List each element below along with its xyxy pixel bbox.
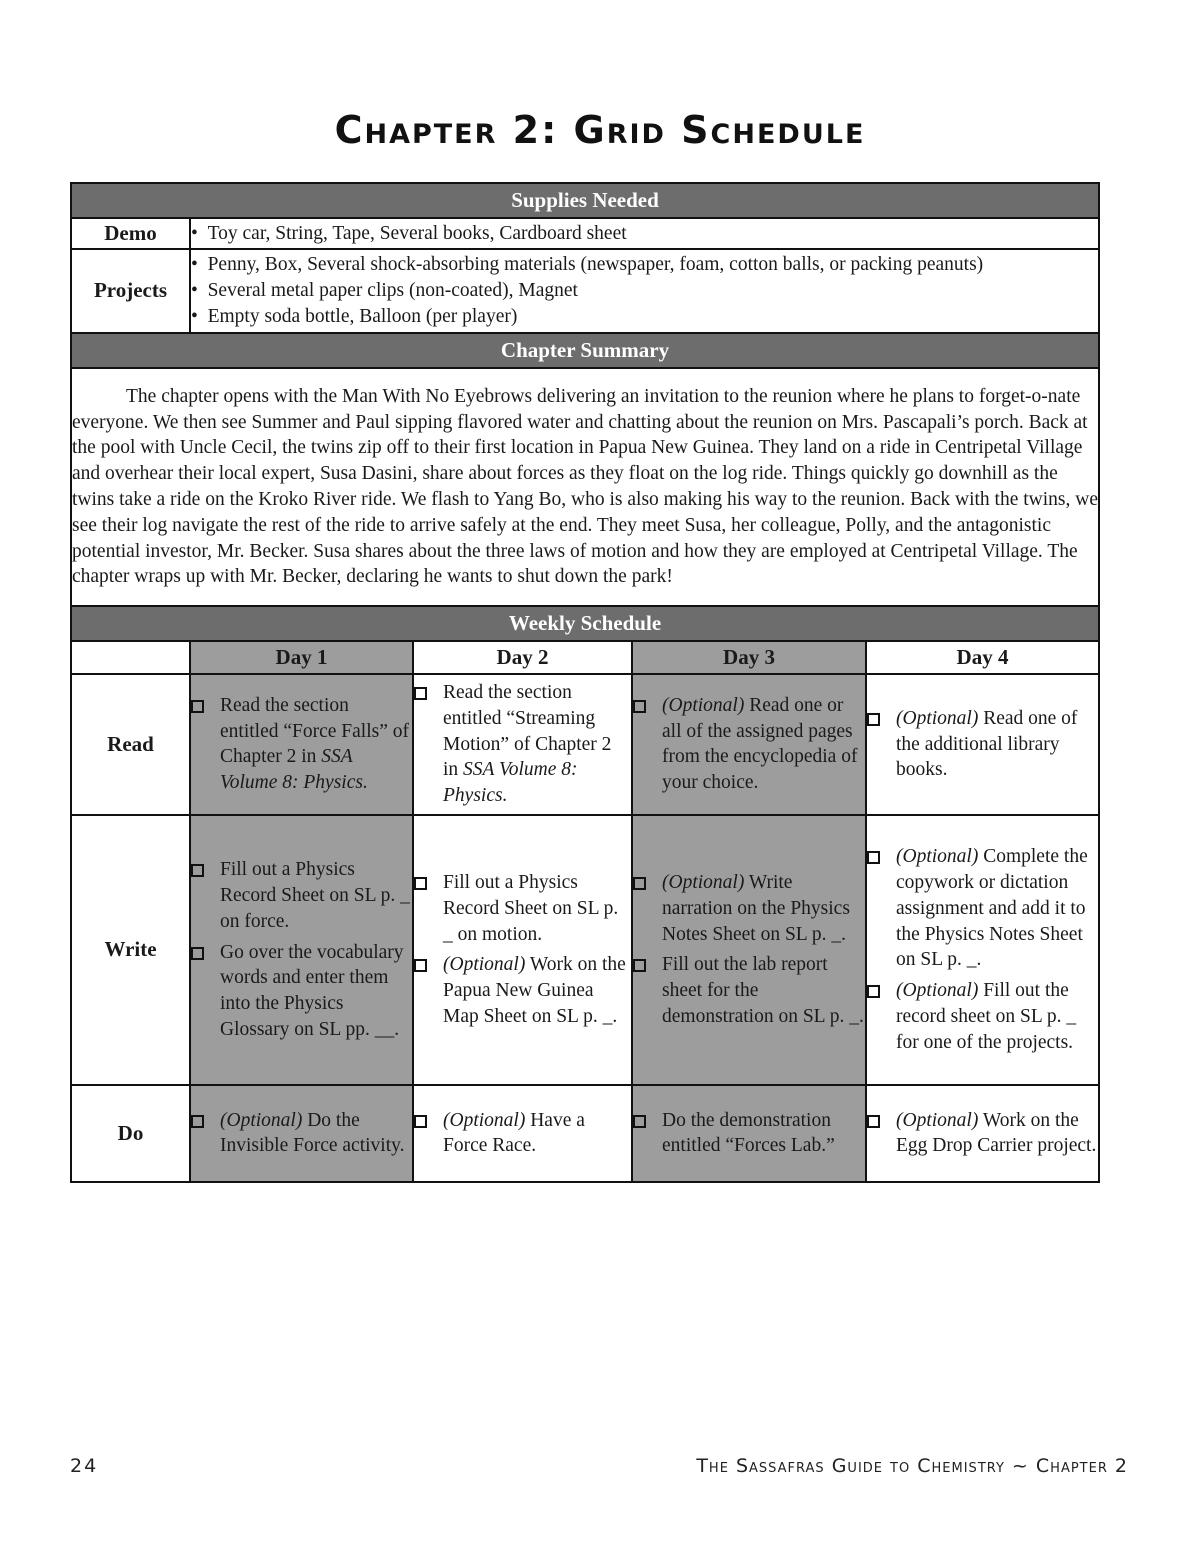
projects-items — [190, 249, 1099, 333]
book-title: SSA Volume 8: Physics. — [220, 746, 368, 794]
task-description: Do the demonstration entitled “Forces Lab.” — [662, 1109, 835, 1157]
task-item — [414, 952, 631, 1029]
task-item — [633, 1108, 865, 1160]
checkbox-icon[interactable] — [414, 687, 427, 700]
day-header: Day 2 — [413, 641, 632, 674]
task-item — [633, 952, 865, 1029]
task-description: Fill out a Physics Record Sheet on SL p. _ on motion. — [443, 872, 619, 945]
task-description: Read one of the additional library books. — [896, 707, 1078, 781]
schedule-cell — [190, 1085, 413, 1182]
optional-tag: (Optional) — [896, 707, 979, 729]
chapter-summary — [71, 368, 1099, 606]
task-text — [662, 952, 865, 1029]
summary-text: The chapter opens with the Man With No Eyebrows delivering an invitation to the reunion where he plans to forget-o-nate everyone. We then see Summer and Paul sipping flavored water and chatting about the reunion on Mrs. Pascapali’s porch. Back at the pool with Uncle Cecil, the twins zip off to their first location in Papua New Guinea. They land on a ride in Centripetal Village and overhear their local expert, Susa Dasini, share about forces as they float on the log ride. Things quickly go downhill as the twins take a ride on the Kroko River ride. We flash to Yang Bo, who is also making his way to the reunion. Back with the twins, we see their log navigate the rest of the ride to arrive safely at the end. They meet Susa, her colleague, Polly, and the antagonistic potential investor, Mr. Becker. Susa shares about the three laws of motion and how they are employed at Centripetal Village. The chapter wraps up with Mr. Becker, declaring he wants to shut down the park! — [72, 385, 1098, 588]
task-item — [633, 870, 865, 947]
task-item — [191, 940, 412, 1043]
task-text — [220, 693, 412, 796]
schedule-cell — [413, 674, 632, 815]
task-description: Read one or all of the assigned pages from the encyclopedia of your choice. — [662, 694, 858, 794]
task-text — [443, 952, 631, 1029]
task-text — [443, 1108, 631, 1160]
optional-tag: (Optional) — [896, 1109, 979, 1131]
page-number: 24 — [70, 1455, 99, 1477]
task-description: Read the section entitled “Streaming Motion” of Chapter 2 in — [443, 682, 612, 781]
schedule-cell — [866, 674, 1099, 815]
grid-schedule-table — [70, 182, 1100, 1183]
task-text — [220, 940, 412, 1043]
task-text — [896, 978, 1098, 1055]
project-item: • Several metal paper clips (non-coated), Magnet — [191, 280, 578, 302]
checkbox-icon[interactable] — [414, 959, 427, 972]
project-item: • Empty soda bottle, Balloon (per player) — [191, 305, 518, 327]
summary-header: Chapter Summary — [71, 333, 1099, 368]
project-item: • Penny, Box, Several shock-absorbing materials (newspaper, foam, cotton balls, or packing peanuts) — [191, 254, 984, 276]
optional-tag: (Optional) — [662, 872, 745, 894]
optional-tag: (Optional) — [443, 1109, 526, 1131]
task-description: Fill out the lab report sheet for the demonstration on SL p. _. — [662, 954, 864, 1028]
task-description: Work on the Egg Drop Carrier project. — [896, 1109, 1097, 1157]
task-text — [220, 1108, 412, 1160]
task-item — [191, 693, 412, 796]
optional-tag: (Optional) — [896, 980, 979, 1002]
checkbox-icon[interactable] — [191, 700, 204, 713]
checkbox-icon[interactable] — [191, 947, 204, 960]
task-description: Fill out the record sheet on SL p. _ for one of the projects. — [896, 980, 1077, 1053]
running-head: The Sassafras Guide to Chemistry ~ Chapter 2 — [696, 1455, 1128, 1477]
checkbox-icon[interactable] — [633, 1115, 646, 1128]
checkbox-icon[interactable] — [633, 959, 646, 972]
task-text — [896, 706, 1098, 783]
weekly-header: Weekly Schedule — [71, 606, 1099, 641]
task-item — [191, 857, 412, 934]
schedule-cell — [632, 815, 866, 1085]
projects-label: Projects — [71, 249, 190, 333]
task-description: Complete the copywork or dictation assignment and add it to the Physics Notes Sheet on SL p. _. — [896, 846, 1088, 971]
task-description: Go over the vocabulary words and enter them into the Physics Glossary on SL pp. __. — [220, 941, 404, 1040]
day-header: Day 1 — [190, 641, 413, 674]
task-item — [867, 706, 1098, 783]
task-item — [633, 693, 865, 796]
checkbox-icon[interactable] — [633, 877, 646, 890]
schedule-row-read — [71, 674, 1099, 815]
checkbox-icon[interactable] — [867, 985, 880, 998]
task-description: Fill out a Physics Record Sheet on SL p. _ on force. — [220, 859, 410, 932]
task-item — [414, 1108, 631, 1160]
schedule-cell — [190, 674, 413, 815]
optional-tag: (Optional) — [662, 694, 745, 716]
task-item — [191, 1108, 412, 1160]
optional-tag: (Optional) — [896, 846, 979, 868]
checkbox-icon[interactable] — [191, 1115, 204, 1128]
book-title: SSA Volume 8: Physics. — [443, 759, 578, 807]
schedule-cell — [413, 815, 632, 1085]
task-text — [443, 680, 631, 809]
demo-label: Demo — [71, 218, 190, 249]
schedule-cell — [413, 1085, 632, 1182]
row-label: Read — [71, 674, 190, 815]
demo-item: • Toy car, String, Tape, Several books, Cardboard sheet — [191, 222, 627, 244]
task-text — [896, 844, 1098, 973]
task-description: Have a Force Race. — [443, 1109, 585, 1157]
task-description: Read the section entitled “Force Falls” of Chapter 2 in — [220, 694, 409, 768]
checkbox-icon[interactable] — [867, 851, 880, 864]
task-text — [662, 693, 865, 796]
task-text — [662, 1108, 865, 1160]
task-item — [414, 870, 631, 947]
task-item — [867, 978, 1098, 1055]
row-label: Write — [71, 815, 190, 1085]
checkbox-icon[interactable] — [414, 877, 427, 890]
task-text — [443, 870, 631, 947]
checkbox-icon[interactable] — [867, 713, 880, 726]
optional-tag: (Optional) — [220, 1109, 303, 1131]
schedule-cell — [866, 1085, 1099, 1182]
day-header: Day 3 — [632, 641, 866, 674]
schedule-cell — [190, 815, 413, 1085]
task-text — [896, 1108, 1098, 1160]
optional-tag: (Optional) — [443, 954, 526, 976]
corner-cell — [71, 641, 190, 674]
schedule-row-do — [71, 1085, 1099, 1182]
checkbox-icon[interactable] — [633, 700, 646, 713]
checkbox-icon[interactable] — [867, 1115, 880, 1128]
task-description: Do the Invisible Force activity. — [220, 1109, 405, 1157]
checkbox-icon[interactable] — [414, 1115, 427, 1128]
task-text — [662, 870, 865, 947]
task-text — [220, 857, 412, 934]
supplies-header: Supplies Needed — [71, 183, 1099, 218]
task-item — [867, 1108, 1098, 1160]
schedule-cell — [632, 1085, 866, 1182]
task-item — [414, 680, 631, 809]
row-label: Do — [71, 1085, 190, 1182]
day-header: Day 4 — [866, 641, 1099, 674]
schedule-cell — [866, 815, 1099, 1085]
schedule-cell — [632, 674, 866, 815]
task-description: Write narration on the Physics Notes Sheet on SL p. _. — [662, 872, 850, 945]
task-item — [867, 844, 1098, 973]
task-description: Work on the Papua New Guinea Map Sheet on SL p. _. — [443, 954, 626, 1028]
page-title: Chapter 2: Grid Schedule — [334, 108, 866, 152]
demo-items — [190, 218, 1099, 249]
checkbox-icon[interactable] — [191, 864, 204, 877]
schedule-row-write — [71, 815, 1099, 1085]
